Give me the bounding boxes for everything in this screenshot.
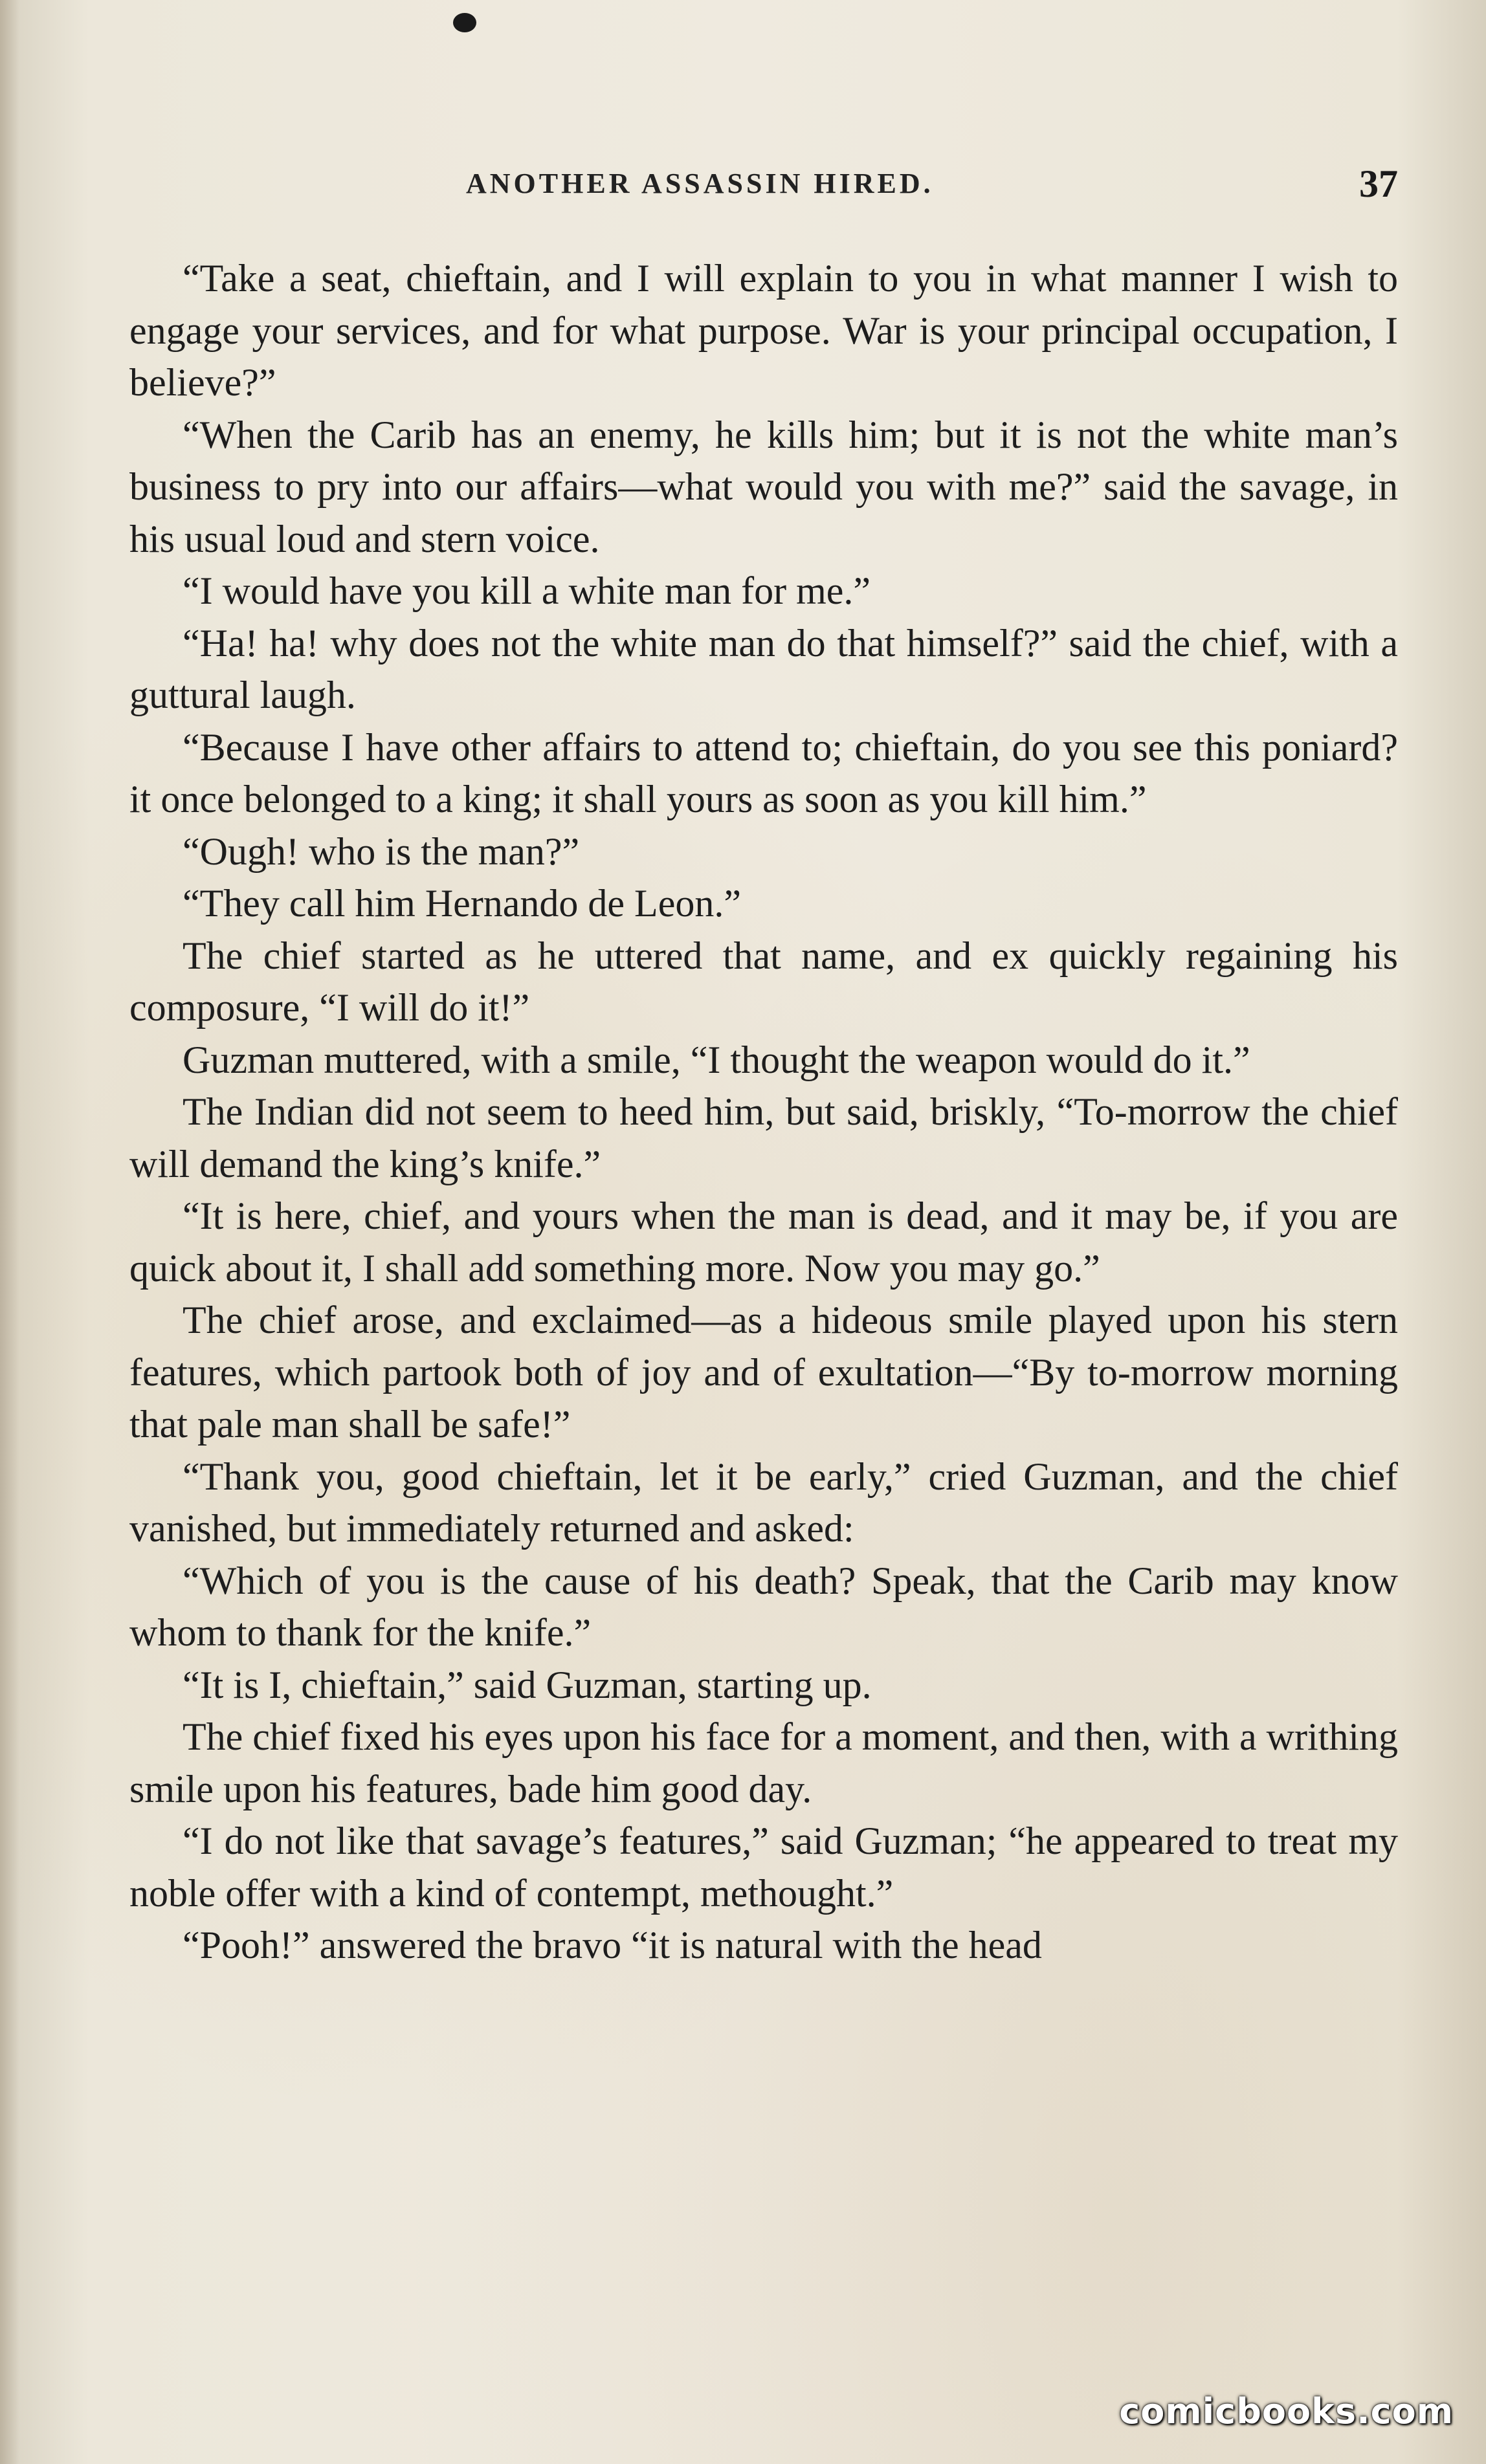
page-gutter-shadow [0, 0, 19, 2464]
paragraph: “Thank you, good chieftain, let it be early,” cried Guzman, and the chief vanished, but immediately returned and asked: [129, 1455, 1398, 1550]
paragraph: “Because I have other affairs to attend to; chieftain, do you see this poniard? it once belonged to a king; it shall yours as soon as you kill him.” [129, 725, 1398, 820]
ink-blot [453, 13, 476, 32]
paragraph: The Indian did not seem to heed him, but said, briskly, “To-morrow the chief will demand the king’s knife.” [129, 1090, 1398, 1185]
paragraph: The chief started as he uttered that name, and ex quickly regaining his composure, “I will do it!” [129, 934, 1398, 1029]
paragraph: Guzman muttered, with a smile, “I thought the weapon would do it.” [183, 1038, 1250, 1081]
body-text [129, 252, 1398, 1972]
paragraph: The chief fixed his eyes upon his face for a moment, and then, with a writhing smile upon his features, bade him good day. [129, 1715, 1398, 1810]
page-header [129, 162, 1398, 214]
paragraph: “I would have you kill a white man for me.” [183, 569, 871, 612]
paragraph: “It is I, chieftain,” said Guzman, starting up. [183, 1663, 872, 1706]
paragraph: “I do not like that savage’s features,” said Guzman; “he appeared to treat my noble offer with a kind of contempt, methought.” [129, 1820, 1398, 1915]
paragraph: “When the Carib has an enemy, he kills him; but it is not the white man’s business to pry into our affairs—what would you with me?” said the savage, in his usual loud and stern voice. [129, 413, 1398, 560]
running-head: ANOTHER ASSASSIN HIRED. [466, 168, 934, 199]
page-number: 37 [1359, 162, 1398, 205]
paragraph: “It is here, chief, and yours when the man is dead, and it may be, if you are quick about it, I shall add something more. Now you may go.” [129, 1194, 1398, 1290]
paragraph: “Which of you is the cause of his death? Speak, that the Carib may know whom to thank for the knife.” [129, 1559, 1398, 1654]
paragraph: “Take a seat, chieftain, and I will explain to you in what manner I wish to engage your services, and for what purpose. War is your principal occupation, I believe?” [129, 257, 1398, 404]
watermark: comicbooks.com [1119, 2391, 1454, 2432]
paragraph: “Ough! who is the man?” [183, 830, 580, 873]
paragraph: “Pooh!” answered the bravo “it is natural with the head [183, 1924, 1042, 1966]
paragraph: “Ha! ha! why does not the white man do that himself?” said the chief, with a guttural laugh. [129, 621, 1398, 716]
paragraph: The chief arose, and exclaimed—as a hideous smile played upon his stern features, which partook both of joy and of exultation—“By to-morrow morning that pale man shall be safe!” [129, 1299, 1398, 1446]
paragraph: “They call him Hernando de Leon.” [183, 882, 741, 925]
